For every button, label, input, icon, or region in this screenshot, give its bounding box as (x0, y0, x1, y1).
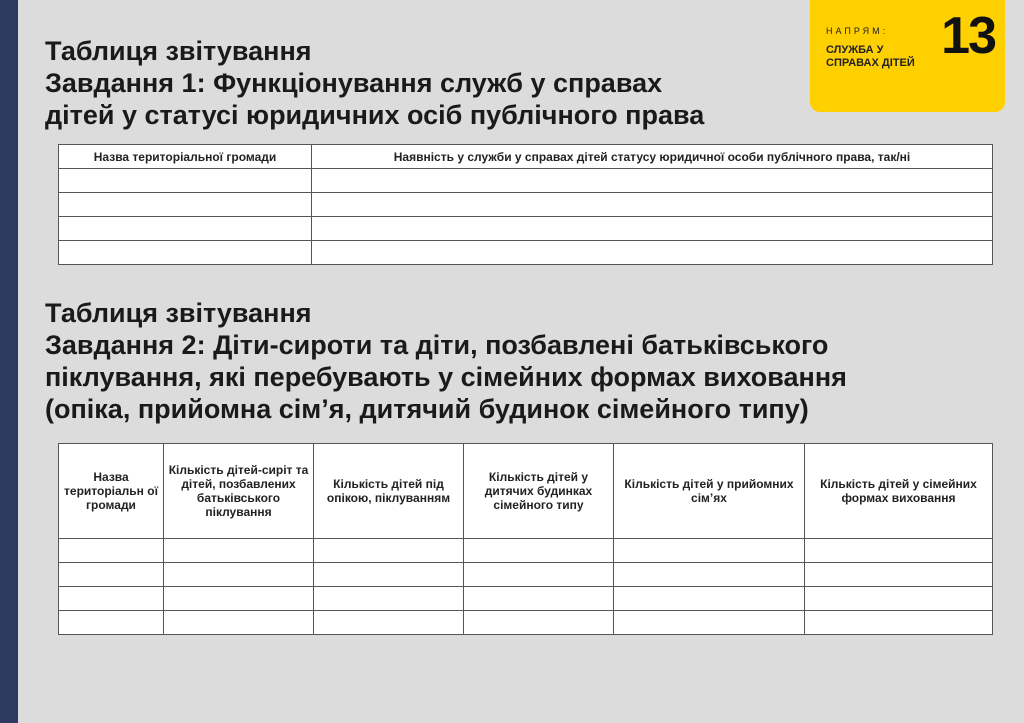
table-row (59, 241, 993, 265)
table-cell[interactable] (805, 563, 993, 587)
badge-service-line2: СПРАВАХ ДІТЕЙ (826, 57, 915, 69)
table-cell[interactable] (614, 539, 805, 563)
direction-badge (810, 0, 1005, 112)
task2-col-orphans: Кількість дітей-сиріт та дітей, позбавлених батьківського піклування (164, 444, 314, 539)
table-row (59, 193, 993, 217)
task2-table (58, 443, 993, 635)
table-cell[interactable] (164, 611, 314, 635)
task1-col-status: Наявність у служби у справах дітей статусу юридичної особи публічного права, так/ні (312, 145, 993, 169)
table-cell[interactable] (314, 587, 464, 611)
left-accent-bar (0, 0, 18, 723)
task2-heading (45, 297, 847, 425)
table-cell[interactable] (59, 241, 312, 265)
task1-title-line3: дітей у статусі юридичних осіб публічного права (45, 100, 705, 130)
table-cell[interactable] (314, 539, 464, 563)
task2-col-family-homes: Кількість дітей у дитячих будинках сімейного типу (464, 444, 614, 539)
badge-service-line1: СЛУЖБА У (826, 44, 884, 56)
table-row (59, 217, 993, 241)
table-cell[interactable] (59, 611, 164, 635)
table-cell[interactable] (314, 563, 464, 587)
task2-title-line2: Завдання 2: Діти-сироти та діти, позбавлені батьківського (45, 330, 829, 360)
table-cell[interactable] (464, 611, 614, 635)
table-cell[interactable] (312, 193, 993, 217)
table-row (59, 587, 993, 611)
task1-title-line2: Завдання 1: Функціонування служб у справах (45, 68, 663, 98)
table-cell[interactable] (614, 611, 805, 635)
badge-number: 13 (941, 7, 995, 65)
table-cell[interactable] (614, 587, 805, 611)
table-cell[interactable] (59, 193, 312, 217)
task1-table (58, 144, 993, 265)
table-cell[interactable] (614, 563, 805, 587)
task1-col-community: Назва територіальної громади (59, 145, 312, 169)
table-cell[interactable] (464, 563, 614, 587)
table-row (59, 611, 993, 635)
table-cell[interactable] (464, 587, 614, 611)
task2-col-family-forms: Кількість дітей у сімейних формах виховання (805, 444, 993, 539)
table-cell[interactable] (59, 217, 312, 241)
table-cell[interactable] (805, 611, 993, 635)
table-row (59, 169, 993, 193)
task1-title-line1: Таблиця звітування (45, 36, 312, 66)
table-cell[interactable] (312, 217, 993, 241)
table-cell[interactable] (805, 587, 993, 611)
task2-title-line4: (опіка, прийомна сім’я, дитячий будинок сімейного типу) (45, 394, 809, 424)
table-cell[interactable] (805, 539, 993, 563)
table-cell[interactable] (59, 587, 164, 611)
table-cell[interactable] (164, 587, 314, 611)
table-cell[interactable] (164, 563, 314, 587)
badge-label: НАПРЯМ: (826, 26, 889, 36)
task2-title-line1: Таблиця звітування (45, 298, 312, 328)
table-row (59, 563, 993, 587)
task2-col-community: Назва територіальн ої громади (59, 444, 164, 539)
table-cell[interactable] (464, 539, 614, 563)
badge-service (826, 44, 936, 70)
table-cell[interactable] (312, 241, 993, 265)
task2-col-foster-families: Кількість дітей у прийомних сім’ях (614, 444, 805, 539)
table-cell[interactable] (59, 563, 164, 587)
table-cell[interactable] (59, 539, 164, 563)
table-cell[interactable] (312, 169, 993, 193)
task2-col-guardianship: Кількість дітей під опікою, піклуванням (314, 444, 464, 539)
table-cell[interactable] (59, 169, 312, 193)
task1-heading (45, 35, 704, 131)
table-cell[interactable] (314, 611, 464, 635)
table-cell[interactable] (164, 539, 314, 563)
task2-title-line3: піклування, які перебувають у сімейних формах виховання (45, 362, 847, 392)
table-row (59, 539, 993, 563)
